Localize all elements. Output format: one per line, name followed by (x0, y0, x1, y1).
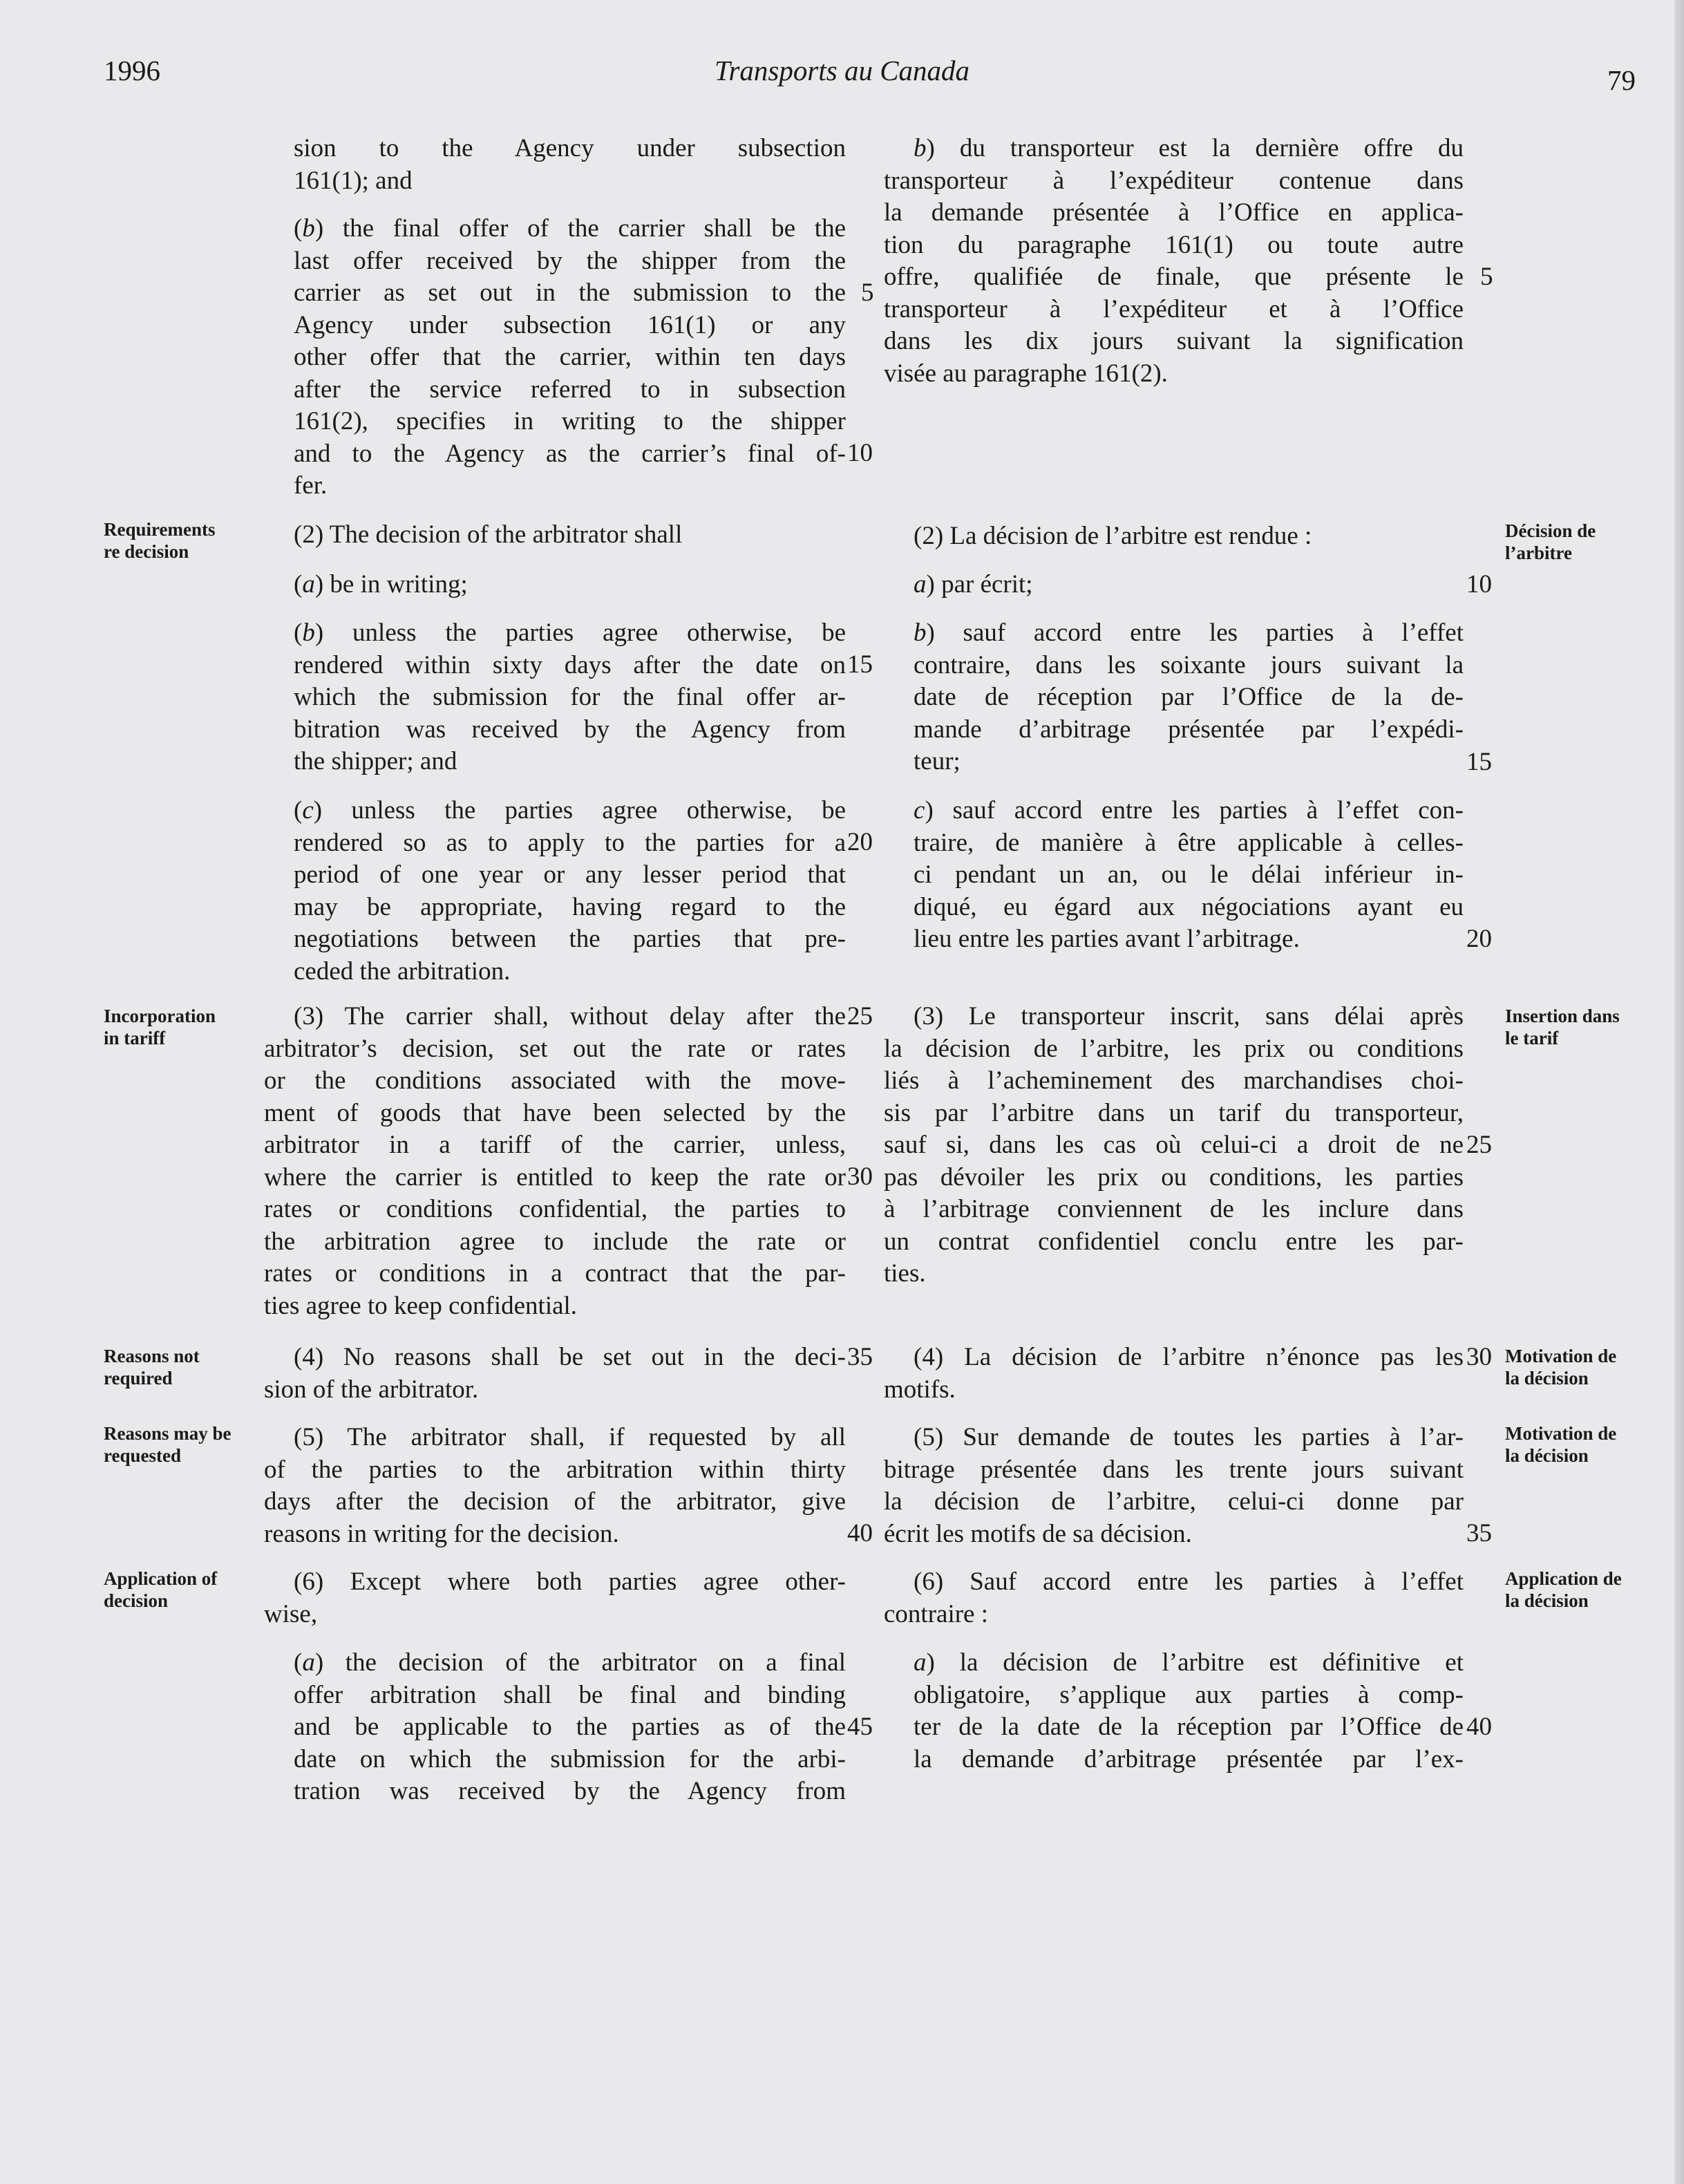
marginal-note-line: Insertion dans (1505, 1006, 1620, 1026)
text-line: period of one year or any lesser period that (294, 860, 846, 889)
text-line: b) du transporteur est la dernière offre du (914, 134, 1464, 162)
en-s3 (264, 1001, 846, 1322)
line-number: 35 (1466, 1519, 1492, 1547)
text-line: 161(2), specifies in writing to the shipper (294, 407, 846, 435)
text-line: teur; (914, 747, 961, 775)
text-line: rendered so as to apply to the parties for a (294, 828, 846, 857)
text-line: (a) be in writing; (294, 570, 468, 599)
marginal-note-line: Reasons may be (104, 1423, 231, 1444)
text-line: (b) the final offer of the carrier shall be the (294, 214, 846, 243)
en-s2c (294, 795, 846, 988)
text-line: bitrage présentée dans les trente jours suivant (884, 1455, 1464, 1484)
text-line: ties. (884, 1259, 926, 1288)
text-line: may be appropriate, having regard to the (294, 892, 846, 921)
text-line: the arbitration agree to include the rate or (264, 1227, 846, 1256)
text-line: which the submission for the final offer ar- (294, 683, 846, 711)
text-line: date de réception par l’Office de la de- (914, 683, 1464, 711)
text-line: and to the Agency as the carrier’s final of- (294, 439, 846, 468)
text-line: a) par écrit; (914, 570, 1033, 599)
text-line: traire, de manière à être applicable à celles- (914, 828, 1464, 857)
text-line: lieu entre les parties avant l’arbitrage. (914, 925, 1300, 953)
text-line: ceded the arbitration. (294, 957, 511, 986)
marginal-note (104, 518, 242, 563)
text-line: (4) La décision de l’arbitre n’énonce pas les (914, 1343, 1464, 1371)
text-line: tion du paragraphe 161(1) ou toute autre (884, 230, 1464, 259)
text-line: arbitrator in a tariff of the carrier, unless, (264, 1131, 846, 1159)
en-s2b (294, 617, 846, 778)
text-line: rates or conditions in a contract that the par- (264, 1259, 846, 1288)
text-line: mande d’arbitrage présentée par l’expédi- (914, 715, 1464, 744)
marginal-note-line: le tarif (1505, 1028, 1559, 1048)
line-number: 5 (1480, 263, 1493, 291)
text-line: ter de la date de la réception par l’Office de (914, 1713, 1464, 1741)
text-line: reasons in writing for the decision. (264, 1519, 619, 1548)
header-title: Transports au Canada (714, 55, 970, 86)
page-edge (1674, 0, 1684, 2184)
line-number: 20 (847, 828, 873, 856)
line-number: 45 (847, 1713, 873, 1741)
text-line: diqué, eu égard aux négociations ayant eu (914, 892, 1464, 921)
text-line: after the service referred to in subsection (294, 375, 846, 404)
text-line: bitration was received by the Agency from (294, 715, 846, 744)
line-number: 35 (847, 1343, 873, 1371)
text-line: and be applicable to the parties as of the (294, 1713, 846, 1741)
text-line: (6) Except where both parties agree other- (294, 1568, 846, 1596)
text-line: (5) Sur demande de toutes les parties à l’ar- (914, 1423, 1464, 1451)
text-line: sauf si, dans les cas où celui-ci a droit de ne (884, 1131, 1464, 1159)
marginal-note-line: Décision de (1505, 520, 1596, 541)
page-number: 79 (1607, 64, 1636, 96)
text-line: carrier as set out in the submission to the (294, 279, 846, 307)
fr-s4 (884, 1342, 1464, 1406)
text-line: (3) The carrier shall, without delay after the (294, 1002, 846, 1030)
text-line: contraire, dans les soixante jours suivant la (914, 650, 1464, 679)
line-number: 5 (861, 279, 874, 307)
text-line: b) sauf accord entre les parties à l’effet (914, 619, 1464, 647)
marginal-note (1505, 1422, 1643, 1467)
text-line: la décision de l’arbitre, les prix ou conditions (884, 1034, 1464, 1063)
marginal-note-line: Incorporation (104, 1006, 216, 1026)
marginal-note-line: Reasons not (104, 1346, 200, 1366)
text-line: (c) unless the parties agree otherwise, be (294, 796, 846, 825)
text-line: la décision de l’arbitre, celui-ci donne par (884, 1487, 1464, 1516)
marginal-note-line: Application of (104, 1568, 218, 1589)
text-line: un contrat confidentiel conclu entre les par- (884, 1227, 1464, 1256)
text-line: ci pendant un an, ou le délai inférieur in- (914, 860, 1464, 889)
text-line: tration was received by the Agency from (294, 1777, 846, 1805)
text-line: dans les dix jours suivant la signification (884, 327, 1464, 355)
en-continuation (294, 133, 846, 197)
fr-s6a (914, 1647, 1464, 1776)
line-number: 25 (847, 1002, 873, 1030)
en-s4 (264, 1342, 846, 1406)
text-line: transporteur à l’expéditeur et à l’Office (884, 294, 1464, 323)
marginal-note-line: required (104, 1368, 173, 1388)
line-number: 30 (847, 1162, 873, 1191)
text-line: or the conditions associated with the move- (264, 1066, 846, 1095)
line-number: 20 (1466, 925, 1492, 953)
marginal-note-line: requested (104, 1445, 181, 1466)
text-line: la demande d’arbitrage présentée par l’ex- (914, 1744, 1464, 1773)
marginal-note (104, 1345, 242, 1389)
text-line: contraire : (884, 1599, 988, 1628)
text-line: rates or conditions confidential, the parties to (264, 1195, 846, 1223)
text-line: (4) No reasons shall be set out in the deci- (294, 1343, 846, 1371)
text-line: (5) The arbitrator shall, if requested by all (294, 1423, 846, 1451)
text-line: of the parties to the arbitration within thirty (264, 1455, 846, 1484)
text-line: écrit les motifs de sa décision. (884, 1519, 1192, 1548)
en-s5 (264, 1422, 846, 1550)
text-line: other offer that the carrier, within ten days (294, 343, 846, 371)
text-line: visée au paragraphe 161(2). (884, 359, 1168, 388)
en-para-b (294, 213, 846, 502)
header-year: 1996 (104, 55, 160, 86)
text-line: (3) Le transporteur inscrit, sans délai après (914, 1002, 1464, 1030)
fr-s6 (884, 1566, 1464, 1630)
marginal-note-line: la décision (1505, 1590, 1589, 1611)
text-line: wise, (264, 1599, 318, 1628)
fr-s2-intro (914, 520, 1464, 553)
marginal-note (1505, 1005, 1643, 1049)
text-line: motifs. (884, 1375, 956, 1404)
line-number: 40 (1466, 1713, 1492, 1741)
fr-s5 (884, 1422, 1464, 1550)
en-s2a (294, 569, 846, 601)
text-line: fer. (294, 471, 328, 500)
marginal-note (1505, 1345, 1643, 1389)
marginal-note-line: Motivation de (1505, 1346, 1617, 1366)
text-line: (b) unless the parties agree otherwise, be (294, 619, 846, 647)
text-line: transporteur à l’expéditeur contenue dans (884, 166, 1464, 195)
fr-s2b (914, 617, 1464, 778)
marginal-note (104, 1005, 242, 1049)
text-line: (a) the decision of the arbitrator on a final (294, 1648, 846, 1677)
marginal-note-line: la décision (1505, 1445, 1589, 1466)
text-line: sion of the arbitrator. (264, 1375, 479, 1404)
line-number: 10 (847, 439, 873, 467)
text-line: where the carrier is entitled to keep the rate or (264, 1162, 846, 1192)
text-line: rendered within sixty days after the date on (294, 650, 846, 679)
text-line: ties agree to keep confidential. (264, 1291, 578, 1320)
text-line: date on which the submission for the arbi- (294, 1744, 846, 1773)
text-line: pas dévoiler les prix ou conditions, les parties (884, 1162, 1464, 1192)
text-line: days after the decision of the arbitrator, give (264, 1487, 846, 1516)
text-line: the shipper; and (294, 747, 457, 775)
fr-para-b (884, 133, 1464, 390)
text-line: last offer received by the shipper from the (294, 246, 846, 275)
text-line: (6) Sauf accord entre les parties à l’effet (914, 1568, 1464, 1596)
marginal-note (104, 1422, 242, 1467)
text-line: (2) The decision of the arbitrator shall (294, 520, 683, 549)
text-line: à l’arbitrage conviennent de les inclure dans (884, 1195, 1464, 1223)
marginal-note-line: la décision (1505, 1368, 1589, 1388)
text-line: negotiations between the parties that pre- (294, 925, 846, 953)
text-line: ment of goods that have been selected by the (264, 1098, 846, 1127)
marginal-note (104, 1568, 242, 1612)
text-line: obligatoire, s’applique aux parties à comp- (914, 1680, 1464, 1709)
text-line: 161(1); and (294, 166, 413, 195)
line-number: 25 (1466, 1131, 1492, 1159)
line-number: 30 (1466, 1343, 1492, 1371)
text-line: offre, qualifiée de finale, que présente le (884, 263, 1464, 291)
marginal-note-line: decision (104, 1590, 169, 1611)
text-line: offer arbitration shall be final and binding (294, 1680, 846, 1709)
marginal-note (1505, 1568, 1643, 1612)
fr-s3 (884, 1001, 1464, 1290)
en-s6 (264, 1566, 846, 1630)
marginal-note-line: l’arbitre (1505, 543, 1572, 563)
en-s6a (294, 1647, 846, 1808)
line-number: 15 (1466, 748, 1492, 776)
text-line: sion to the Agency under subsection (294, 134, 846, 162)
marginal-note-line: Motivation de (1505, 1423, 1617, 1444)
marginal-note-line: in tariff (104, 1028, 166, 1048)
text-line: a) la décision de l’arbitre est définitive et (914, 1648, 1464, 1677)
text-line: (2) La décision de l’arbitre est rendue : (914, 522, 1312, 550)
text-line: c) sauf accord entre les parties à l’effet con- (914, 796, 1464, 825)
text-line: sis par l’arbitre dans un tarif du transporteur, (884, 1098, 1464, 1127)
marginal-note (1505, 520, 1643, 564)
marginal-note-line: re decision (104, 541, 189, 562)
text-line: arbitrator’s decision, set out the rate or rates (264, 1034, 846, 1063)
line-number: 10 (1466, 570, 1492, 599)
marginal-note-line: Requirements (104, 519, 216, 540)
marginal-note-line: Application de (1505, 1568, 1622, 1589)
line-number: 40 (847, 1519, 873, 1547)
fr-s2a (914, 569, 1464, 601)
text-line: la demande présentée à l’Office en applica- (884, 198, 1464, 227)
fr-s2c (914, 795, 1464, 956)
en-s2-intro (294, 519, 846, 552)
text-line: liés à l’acheminement des marchandises choi- (884, 1066, 1464, 1095)
line-number: 15 (847, 650, 873, 679)
text-line: Agency under subsection 161(1) or any (294, 310, 846, 339)
